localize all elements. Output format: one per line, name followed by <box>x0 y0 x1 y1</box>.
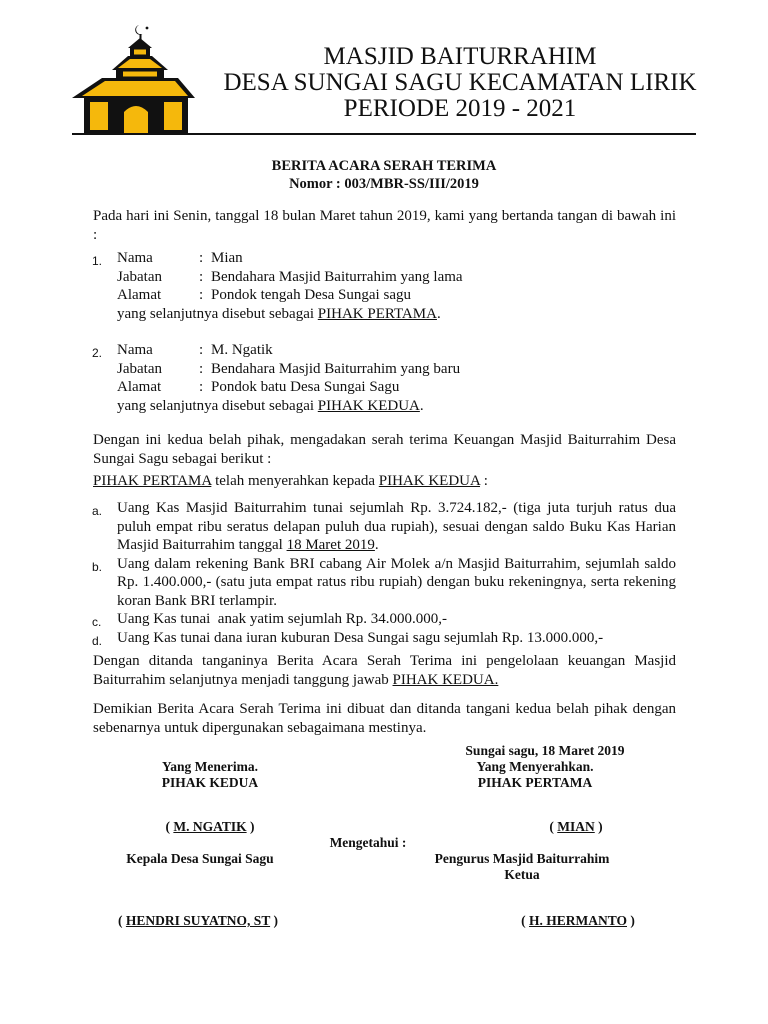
list-item: a. Uang Kas Masjid Baiturrahim tunai sejumlah Rp. 3.724.182,- (tiga juta turjuh ratus dua puluh empat ribu seratus delapan puluh dua rupiah), sesuai dengan saldo Buku Kas Harian Masjid Baiturrahim tanggal 18 Maret 2019. <box>92 500 676 553</box>
handover-line: PIHAK PERTAMA telah menyerahkan kepada PIHAK KEDUA : <box>93 473 488 489</box>
mosque-board-title: Pengurus Masjid Baiturrahim <box>434 851 610 866</box>
intro-paragraph: Pada hari ini Senin, tanggal 18 bulan Maret tahun 2019, kami yang bertanda tangan di bawah ini : <box>93 208 676 243</box>
party2-designation: PIHAK KEDUA <box>317 397 420 414</box>
receiver-party: PIHAK KEDUA <box>161 775 259 790</box>
doc-title: BERITA ACARA SERAH TERIMA <box>271 158 497 174</box>
list-item: d. Uang Kas tunai dana iuran kuburan Desa Sungai sagu sejumlah Rp. 13.000.000,- <box>92 629 604 648</box>
list-item: c. Uang Kas tunai anak yatim sejumlah Rp. 34.000.000,- <box>92 611 447 629</box>
chair-title: Ketua <box>504 867 540 882</box>
party2-number: 2. <box>92 346 103 360</box>
items-list <box>93 499 676 647</box>
place-date: Sungai sagu, 18 Maret 2019 <box>465 743 625 758</box>
party1-number: 1. <box>92 254 103 268</box>
label-nama: Nama <box>117 250 153 266</box>
witness-label: Mengetahui : <box>329 835 407 850</box>
giver-party: PIHAK PERTAMA <box>477 775 593 790</box>
giver-name: ( MIAN ) <box>549 819 603 834</box>
responsibility-paragraph: Dengan ditanda tanganinya Berita Acara Serah Terima ini pengelolaan keuangan Masjid Baiturrahim selanjutnya menjadi tanggung jawab PIHAK KEDUA. <box>93 653 676 688</box>
chair-name: ( H. HERMANTO ) <box>521 913 635 928</box>
doc-number: Nomor : 003/MBR-SS/III/2019 <box>289 176 479 192</box>
handover-intro: Dengan ini kedua belah pihak, mengadakan serah terima Keuangan Masjid Baiturrahim Desa Sungai Sagu sebagai berikut : <box>93 432 676 467</box>
mosque-icon <box>68 22 196 134</box>
party1-designation: PIHAK PERTAMA <box>317 305 437 322</box>
org-period: PERIODE 2019 - 2021 <box>343 95 577 122</box>
party2-jabatan: Bendahara Masjid Baiturrahim yang baru <box>211 360 461 377</box>
closing-paragraph: Demikian Berita Acara Serah Terima ini dibuat dan ditanda tangani kedua belah pihak dengan sebenarnya untuk dipergunakan sebagaimana mestinya. <box>93 701 676 736</box>
org-name: MASJID BAITURRAHIM <box>323 43 597 70</box>
party1-jabatan: Bendahara Masjid Baiturrahim yang lama <box>211 268 463 285</box>
party2-nama: M. Ngatik <box>211 342 273 358</box>
receiver-name: ( M. NGATIK ) <box>165 819 255 834</box>
label-jabatan: Jabatan <box>117 268 162 285</box>
party1-alamat: Pondok tengah Desa Sungai sagu <box>211 287 411 303</box>
party2-block: 2. Nama : M. Ngatik Jabatan : Bendahara Masjid Baiturrahim yang baru Alamat : Pondok batu Desa Sungai Sagu yang selanjutnya disebut sebagai PIHAK KEDUA. <box>92 342 461 414</box>
label-alamat: Alamat <box>117 287 162 303</box>
party2-alamat: Pondok batu Desa Sungai Sagu <box>211 379 400 395</box>
village-head-title: Kepala Desa Sungai Sagu <box>126 851 274 866</box>
village-head-name: ( HENDRI SUYATNO, ST ) <box>118 913 278 928</box>
item-a-date: 18 Maret 2019 <box>286 537 375 553</box>
receiver-role: Yang Menerima. <box>162 759 258 774</box>
list-item: b. Uang dalam rekening Bank BRI cabang Air Molek a/n Masjid Baiturrahim, sejumlah saldo Rp. 1.400.000,- (satu juta empat ratus ribu rupiah) dengan buku rekeningnya, serta rekening koran Bank BRI terlampir. <box>92 555 676 609</box>
header-rule <box>72 133 696 135</box>
party1-nama: Mian <box>211 250 243 266</box>
org-location: DESA SUNGAI SAGU KECAMATAN LIRIK <box>223 69 697 96</box>
party1-block: 1. Nama : Mian Jabatan : Bendahara Masjid Baiturrahim yang lama Alamat : Pondok tengah Desa Sungai sagu yang selanjutnya disebut sebagai PIHAK PERTAMA. <box>92 250 463 322</box>
giver-role: Yang Menyerahkan. <box>476 759 594 774</box>
